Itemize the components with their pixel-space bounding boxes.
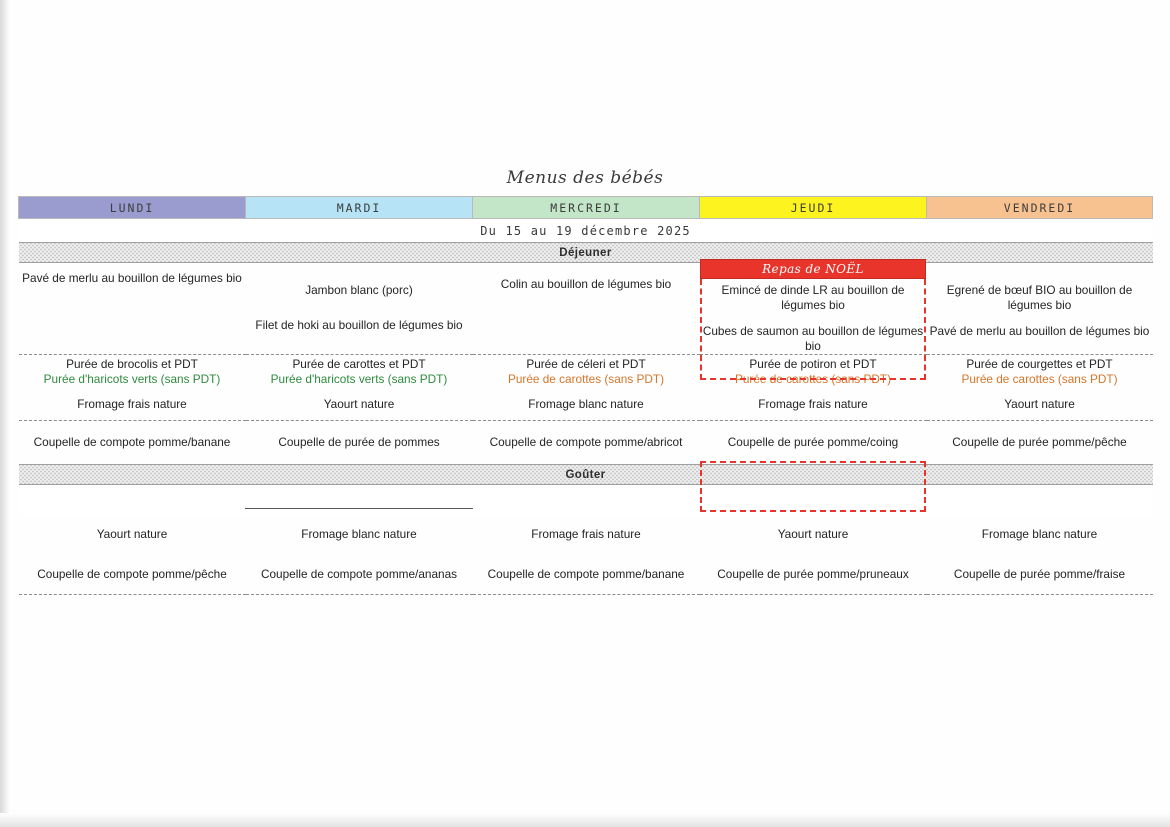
snack-dairy-row (19, 515, 1153, 555)
scan-edge-left (0, 0, 10, 827)
menu-item: Purée de céleri et PDT (526, 356, 646, 371)
table-cell-mardi-snack-dairy: Fromage blanc nature (301, 527, 417, 542)
day-header-lundi (19, 197, 246, 219)
table-cell-jeudi-dessert: Coupelle de purée pomme/coing (727, 435, 899, 450)
day-label: JEUDI (790, 200, 836, 215)
table-cell-lundi-snack-dessert: Coupelle de compote pomme/pêche (37, 566, 227, 581)
table-cell-mercredi-snack-dessert: Coupelle de compote pomme/banane (487, 566, 685, 581)
day-header-mercredi (473, 197, 700, 219)
menu-item: Cubes de saumon au bouillon de légumes bio (702, 323, 924, 353)
mardi-dessert-underline (245, 508, 473, 509)
table-cell-lundi-dessert: Coupelle de compote pomme/banane (33, 435, 231, 450)
table-cell-mercredi-vegetable (473, 355, 700, 389)
table-cell-lundi-snack-dairy: Yaourt nature (96, 527, 168, 542)
table-cell-jeudi-snack-dessert: Coupelle de purée pomme/pruneaux (717, 566, 909, 581)
table-cell-vendredi-snack-dairy: Fromage blanc nature (981, 527, 1098, 542)
table-cell-vendredi-dessert: Coupelle de purée pomme/pêche (952, 435, 1127, 450)
day-label: MARDI (336, 200, 382, 215)
table-cell-vendredi-protein (927, 263, 1153, 355)
table-cell-mardi-dessert: Coupelle de purée de pommes (278, 435, 440, 450)
day-label: VENDREDI (1003, 200, 1076, 215)
lunch-vegetable-row (19, 355, 1153, 389)
table-cell-vendredi-snack-dessert: Coupelle de purée pomme/fraise (953, 566, 1126, 581)
menu-item: Emincé de dinde LR au bouillon de légumes bio (721, 283, 905, 313)
lunch-dessert-row (19, 421, 1153, 465)
lunch-protein-row (19, 263, 1153, 355)
day-label: LUNDI (109, 200, 155, 215)
table-cell-mercredi-dessert: Coupelle de compote pomme/abricot (489, 435, 683, 450)
snack-band-label: Goûter (19, 465, 1153, 485)
menu-item-alt: Purée d'haricots verts (sans PDT) (270, 372, 448, 387)
christmas-meal-label: Repas de NOËL (762, 262, 864, 276)
snack-dessert-row (19, 555, 1153, 595)
week-range-label: Du 15 au 19 décembre 2025 (19, 219, 1153, 243)
table-cell-lundi-protein (19, 263, 246, 355)
table-cell-jeudi-dairy: Fromage frais nature (758, 396, 868, 411)
table-cell-vendredi-dairy: Yaourt nature (1004, 396, 1075, 411)
day-header-mardi (246, 197, 473, 219)
christmas-meal-banner (700, 259, 926, 279)
table-cell-mercredi-dairy: Fromage blanc nature (528, 396, 644, 411)
table-cell-mercredi-protein (473, 263, 700, 355)
page-title: Menus des bébés (506, 168, 664, 188)
week-range-row (19, 219, 1153, 243)
menu-item: Egrené de bœuf BIO au bouillon de légumes bio (946, 283, 1133, 313)
table-cell-lundi-dairy: Fromage frais nature (77, 396, 187, 411)
menu-item: Pavé de merlu au bouillon de légumes bio (22, 271, 242, 285)
table-cell-jeudi-snack-dairy: Yaourt nature (777, 527, 849, 542)
day-label: MERCREDI (550, 200, 622, 215)
menu-item: Colin au bouillon de légumes bio (500, 277, 672, 291)
scan-edge-bottom (0, 813, 1170, 827)
table-cell-mardi-dairy: Yaourt nature (323, 396, 395, 411)
table-cell-mardi-vegetable (246, 355, 473, 389)
snack-spacer-row (19, 485, 1153, 515)
lunch-dairy-row (19, 389, 1153, 421)
day-header-vendredi (927, 197, 1153, 219)
menu-item: Pavé de merlu au bouillon de légumes bio (929, 323, 1150, 338)
snack-band-row (19, 465, 1153, 485)
table-cell-vendredi-vegetable (927, 355, 1153, 389)
menu-item: Jambon blanc (porc) (305, 283, 413, 297)
day-header-row (19, 197, 1153, 219)
menu-item-alt: Purée d'haricots verts (sans PDT) (43, 372, 221, 387)
table-cell-mercredi-snack-dairy: Fromage frais nature (531, 527, 641, 542)
menu-item-alt: Purée de carottes (sans PDT) (507, 372, 665, 387)
menu-item: Purée de courgettes et PDT (966, 356, 1113, 371)
menu-item: Purée de carottes et PDT (292, 356, 426, 371)
table-cell-mardi-protein (246, 263, 473, 355)
weekly-menu-table (18, 196, 1153, 595)
menu-item: Purée de brocolis et PDT (66, 356, 198, 371)
spacer (19, 485, 1153, 515)
lunch-band-label: Déjeuner (19, 243, 1153, 263)
menu-item: Filet de hoki au bouillon de légumes bio (255, 318, 463, 333)
table-cell-lundi-vegetable (19, 355, 246, 389)
menu-item: Purée de potiron et PDT (749, 356, 877, 371)
menu-item-alt: Purée de carottes (sans PDT) (961, 372, 1118, 387)
menu-item-alt: Purée de carottes (sans PDT) (734, 372, 892, 387)
table-cell-jeudi-vegetable (700, 355, 927, 389)
day-header-jeudi (700, 197, 927, 219)
lunch-band-row (19, 243, 1153, 263)
table-cell-mardi-snack-dessert: Coupelle de compote pomme/ananas (260, 566, 458, 581)
